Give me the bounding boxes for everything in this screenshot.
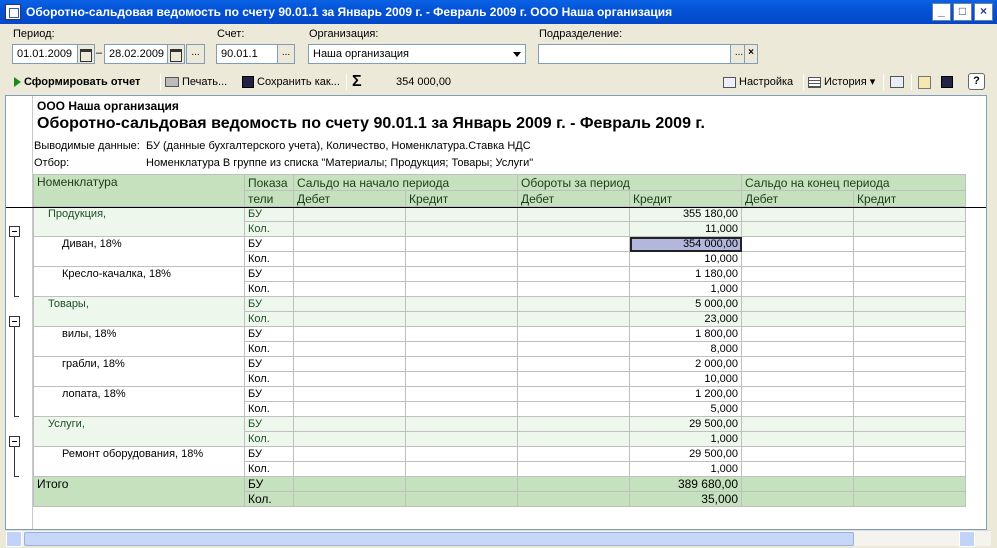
turnover-credit-cell[interactable]: 29 500,00 (630, 447, 742, 462)
table-cell[interactable] (742, 462, 854, 477)
table-cell[interactable] (518, 372, 630, 387)
header-name: Номенклатура (34, 175, 245, 207)
table-cell[interactable] (518, 462, 630, 477)
table-cell[interactable] (518, 237, 630, 252)
row-name[interactable]: Услуги, (34, 417, 245, 447)
table-cell[interactable] (406, 297, 518, 312)
table-cell[interactable] (406, 417, 518, 432)
turnover-credit-cell[interactable]: 1 200,00 (630, 387, 742, 402)
table-cell[interactable] (406, 432, 518, 447)
turnover-credit-cell[interactable]: 1 800,00 (630, 327, 742, 342)
row-name[interactable]: Продукция, (34, 207, 245, 237)
table-cell[interactable] (518, 432, 630, 447)
table-row[interactable] (34, 387, 966, 402)
table-cell[interactable] (854, 357, 966, 372)
calendar-icon[interactable] (77, 44, 95, 64)
row-indicator: Кол. (245, 312, 294, 327)
header-debit: Дебет (518, 191, 630, 207)
report-options-icon[interactable] (890, 73, 907, 91)
table-cell[interactable] (294, 327, 406, 342)
table-cell[interactable] (518, 342, 630, 357)
table-cell[interactable] (518, 282, 630, 297)
table-cell[interactable] (518, 492, 630, 507)
header-credit: Кредит (854, 191, 966, 207)
table-cell[interactable] (518, 222, 630, 237)
play-icon (14, 77, 21, 87)
table-cell[interactable] (854, 312, 966, 327)
table-cell[interactable] (406, 447, 518, 462)
table-cell[interactable] (294, 207, 406, 222)
table-cell[interactable] (742, 477, 854, 492)
table-cell[interactable] (742, 342, 854, 357)
table-cell[interactable] (854, 462, 966, 477)
table-cell[interactable] (294, 417, 406, 432)
table-cell[interactable] (518, 417, 630, 432)
floppy-icon (242, 76, 254, 88)
table-cell[interactable] (406, 312, 518, 327)
save-as-button[interactable]: Сохранить как... (242, 73, 340, 91)
turnover-credit-cell[interactable]: 1,000 (630, 462, 742, 477)
window-icon (5, 4, 21, 20)
toolbar (6, 70, 992, 94)
table-cell[interactable] (294, 492, 406, 507)
row-indicator: БУ (245, 447, 294, 462)
table-cell[interactable] (854, 402, 966, 417)
account-label: Счет: (217, 28, 245, 40)
turnover-credit-cell[interactable]: 1,000 (630, 432, 742, 447)
table-cell[interactable] (518, 207, 630, 222)
table-cell[interactable] (406, 402, 518, 417)
table-cell[interactable] (742, 432, 854, 447)
table-cell[interactable] (294, 462, 406, 477)
table-cell[interactable] (742, 492, 854, 507)
table-cell[interactable] (406, 252, 518, 267)
table-cell[interactable] (294, 252, 406, 267)
sum-value: 354 000,00 (396, 76, 452, 88)
period-select-button[interactable]: ... (186, 44, 205, 64)
table-cell[interactable] (742, 282, 854, 297)
output-label: Выводимые данные: (34, 140, 140, 152)
table-cell[interactable] (406, 282, 518, 297)
table-cell[interactable] (854, 237, 966, 252)
table-cell[interactable] (406, 327, 518, 342)
turnover-credit-cell[interactable]: 10,000 (630, 372, 742, 387)
table-cell[interactable] (742, 447, 854, 462)
table-cell[interactable] (294, 282, 406, 297)
date-to-input[interactable]: 28.02.2009 (104, 44, 168, 64)
row-indicator: БУ (245, 207, 294, 222)
table-cell[interactable] (742, 357, 854, 372)
table-cell[interactable] (854, 432, 966, 447)
table-cell[interactable] (854, 207, 966, 222)
save-settings-icon[interactable] (941, 73, 956, 91)
table-cell[interactable] (518, 357, 630, 372)
table-cell[interactable] (742, 327, 854, 342)
table-cell[interactable] (742, 387, 854, 402)
table-cell[interactable] (406, 372, 518, 387)
settings-button[interactable]: Настройка (723, 73, 793, 91)
filter-label: Отбор: (34, 157, 70, 169)
department-label: Подразделение: (539, 28, 623, 40)
table-cell[interactable] (854, 267, 966, 282)
table-cell[interactable] (742, 237, 854, 252)
row-indicator: БУ (245, 267, 294, 282)
table-cell[interactable] (518, 327, 630, 342)
table-cell[interactable] (406, 237, 518, 252)
header-credit: Кредит (630, 191, 742, 207)
table-cell[interactable] (406, 492, 518, 507)
calendar-icon[interactable] (167, 44, 185, 64)
table-cell[interactable] (854, 342, 966, 357)
turnover-credit-cell[interactable]: 8,000 (630, 342, 742, 357)
scroll-left-icon[interactable] (6, 531, 22, 547)
filter-value: Номенклатура В группе из списка "Материалы; Продукция; Товары; Услуги" (146, 157, 534, 169)
turnover-credit-cell[interactable]: 23,000 (630, 312, 742, 327)
table-cell[interactable] (742, 252, 854, 267)
horizontal-scrollbar[interactable] (6, 530, 991, 546)
organization-input[interactable]: Наша организация (308, 44, 526, 64)
table-cell[interactable] (518, 387, 630, 402)
row-name[interactable]: Товары, (34, 297, 245, 327)
table-cell[interactable] (406, 267, 518, 282)
table-cell[interactable] (294, 297, 406, 312)
table-cell[interactable] (742, 267, 854, 282)
table-cell[interactable] (742, 312, 854, 327)
table-cell[interactable] (406, 222, 518, 237)
table-cell[interactable] (742, 297, 854, 312)
total-row[interactable] (34, 477, 966, 492)
turnover-credit-cell[interactable]: 11,000 (630, 222, 742, 237)
row-indicator: БУ (245, 417, 294, 432)
collapse-group-icon[interactable] (9, 436, 20, 447)
help-button[interactable]: ? (968, 73, 985, 90)
table-cell[interactable] (518, 312, 630, 327)
table-cell[interactable] (294, 312, 406, 327)
table-cell[interactable] (518, 402, 630, 417)
report-org: ООО Наша организация (37, 99, 179, 113)
table-cell[interactable] (406, 477, 518, 492)
table-cell[interactable] (294, 222, 406, 237)
table-cell[interactable] (854, 387, 966, 402)
header-turnover: Обороты за период (518, 175, 742, 191)
row-indicator: БУ (245, 297, 294, 312)
row-indicator: Кол. (245, 222, 294, 237)
row-name[interactable]: Ремонт оборудования, 18% (34, 447, 245, 477)
department-input[interactable] (538, 44, 732, 64)
table-cell[interactable] (854, 447, 966, 462)
table-cell[interactable] (854, 252, 966, 267)
table-cell[interactable] (406, 462, 518, 477)
table-cell[interactable] (854, 297, 966, 312)
print-button[interactable]: Печать... (165, 73, 227, 91)
table-cell[interactable] (294, 372, 406, 387)
row-indicator: Кол. (245, 402, 294, 417)
table-cell[interactable] (854, 282, 966, 297)
header-debit: Дебет (742, 191, 854, 207)
department-select-button[interactable]: ... (730, 44, 748, 64)
row-name[interactable]: Кресло-качалка, 18% (34, 267, 245, 297)
table-cell[interactable] (294, 387, 406, 402)
table-cell[interactable] (294, 267, 406, 282)
period-dash: – (96, 47, 103, 59)
row-indicator: Кол. (245, 432, 294, 447)
department-clear-button[interactable]: × (744, 44, 758, 64)
close-button[interactable]: × (974, 3, 993, 21)
table-row[interactable] (34, 417, 966, 432)
report-table (33, 174, 966, 507)
header-indicators: тели (245, 191, 294, 207)
chevron-down-icon[interactable] (509, 45, 525, 63)
table-cell[interactable] (294, 402, 406, 417)
collapse-group-icon[interactable] (9, 226, 20, 237)
total-label: Итого (34, 477, 245, 507)
organization-label: Организация: (309, 28, 379, 40)
maximize-button[interactable]: □ (953, 3, 972, 21)
row-name[interactable]: грабли, 18% (34, 357, 245, 387)
scroll-right-icon[interactable] (959, 531, 975, 547)
sum-icon: Σ (352, 73, 362, 90)
report-area (5, 95, 987, 530)
table-row[interactable] (34, 207, 966, 222)
row-indicator: Кол. (245, 462, 294, 477)
group-gutter (6, 96, 32, 529)
row-indicator: Кол. (245, 492, 294, 507)
turnover-credit-cell[interactable]: 29 500,00 (630, 417, 742, 432)
table-cell[interactable] (294, 447, 406, 462)
turnover-credit-cell[interactable]: 1 180,00 (630, 267, 742, 282)
date-from-input[interactable]: 01.01.2009 (12, 44, 78, 64)
table-row[interactable] (34, 237, 966, 252)
collapse-group-icon[interactable] (9, 316, 20, 327)
account-input[interactable]: 90.01.1 (216, 44, 278, 64)
turnover-credit-cell[interactable]: 5,000 (630, 402, 742, 417)
table-row[interactable] (34, 297, 966, 312)
table-cell[interactable] (294, 477, 406, 492)
row-indicator: БУ (245, 327, 294, 342)
row-indicator: Кол. (245, 342, 294, 357)
table-row[interactable] (34, 357, 966, 372)
header-credit: Кредит (406, 191, 518, 207)
account-select-button[interactable]: ... (277, 44, 295, 64)
table-cell[interactable] (406, 207, 518, 222)
table-cell[interactable] (518, 252, 630, 267)
table-cell[interactable] (518, 447, 630, 462)
report-title: Оборотно-сальдовая ведомость по счету 90.01.1 за Январь 2009 г. - Февраль 2009 г. (37, 115, 705, 132)
header-indicators: Показа (245, 175, 294, 191)
turnover-credit-cell[interactable]: 355 180,00 (630, 207, 742, 222)
output-value: БУ (данные бухгалтерского учета), Количество, Номенклатура.Ставка НДС (146, 140, 531, 152)
table-cell[interactable] (406, 387, 518, 402)
minimize-button[interactable]: _ (932, 3, 951, 21)
table-cell[interactable] (854, 417, 966, 432)
header-closing: Сальдо на конец периода (742, 175, 966, 191)
table-cell[interactable] (742, 222, 854, 237)
history-button[interactable]: История ▾ (808, 73, 875, 91)
row-name[interactable]: лопата, 18% (34, 387, 245, 417)
collapse-icon[interactable] (918, 73, 934, 91)
table-cell[interactable] (742, 207, 854, 222)
row-name[interactable]: Диван, 18% (34, 237, 245, 267)
total-value[interactable]: 35,000 (630, 492, 742, 507)
settings-icon (723, 77, 736, 88)
table-row[interactable] (34, 327, 966, 342)
table-cell[interactable] (518, 297, 630, 312)
row-indicator: Кол. (245, 252, 294, 267)
total-value[interactable]: 389 680,00 (630, 477, 742, 492)
list-icon (808, 77, 821, 88)
row-indicator: БУ (245, 237, 294, 252)
row-indicator: БУ (245, 357, 294, 372)
table-header-row (34, 175, 966, 191)
period-label: Период: (13, 28, 55, 40)
turnover-credit-cell[interactable]: 5 000,00 (630, 297, 742, 312)
table-cell[interactable] (294, 357, 406, 372)
printer-icon (165, 77, 179, 87)
header-debit: Дебет (294, 191, 406, 207)
table-cell[interactable] (294, 342, 406, 357)
generate-report-button[interactable]: Сформировать отчет (14, 73, 140, 91)
turnover-credit-cell[interactable]: 354 000,00 (630, 237, 742, 252)
table-cell[interactable] (854, 492, 966, 507)
table-cell[interactable] (854, 222, 966, 237)
table-cell[interactable] (854, 327, 966, 342)
table-row[interactable] (34, 267, 966, 282)
row-name[interactable]: вилы, 18% (34, 327, 245, 357)
table-cell[interactable] (294, 237, 406, 252)
row-indicator: Кол. (245, 372, 294, 387)
turnover-credit-cell[interactable]: 1,000 (630, 282, 742, 297)
table-cell[interactable] (742, 402, 854, 417)
row-indicator: Кол. (245, 282, 294, 297)
scrollbar-thumb[interactable] (24, 532, 854, 546)
table-cell[interactable] (406, 342, 518, 357)
table-cell[interactable] (518, 267, 630, 282)
table-cell[interactable] (406, 357, 518, 372)
header-opening: Сальдо на начало периода (294, 175, 518, 191)
row-indicator: БУ (245, 477, 294, 492)
row-indicator: БУ (245, 387, 294, 402)
window-title: Оборотно-сальдовая ведомость по счету 90.01.1 за Январь 2009 г. - Февраль 2009 г. ООО Наша организация (26, 5, 673, 19)
table-row[interactable] (34, 447, 966, 462)
table-cell[interactable] (854, 477, 966, 492)
turnover-credit-cell[interactable]: 10,000 (630, 252, 742, 267)
table-cell[interactable] (742, 372, 854, 387)
table-cell[interactable] (854, 372, 966, 387)
title-bar (0, 0, 997, 24)
table-cell[interactable] (742, 417, 854, 432)
turnover-credit-cell[interactable]: 2 000,00 (630, 357, 742, 372)
fixed-header-line (6, 207, 986, 208)
table-cell[interactable] (518, 477, 630, 492)
table-cell[interactable] (294, 432, 406, 447)
